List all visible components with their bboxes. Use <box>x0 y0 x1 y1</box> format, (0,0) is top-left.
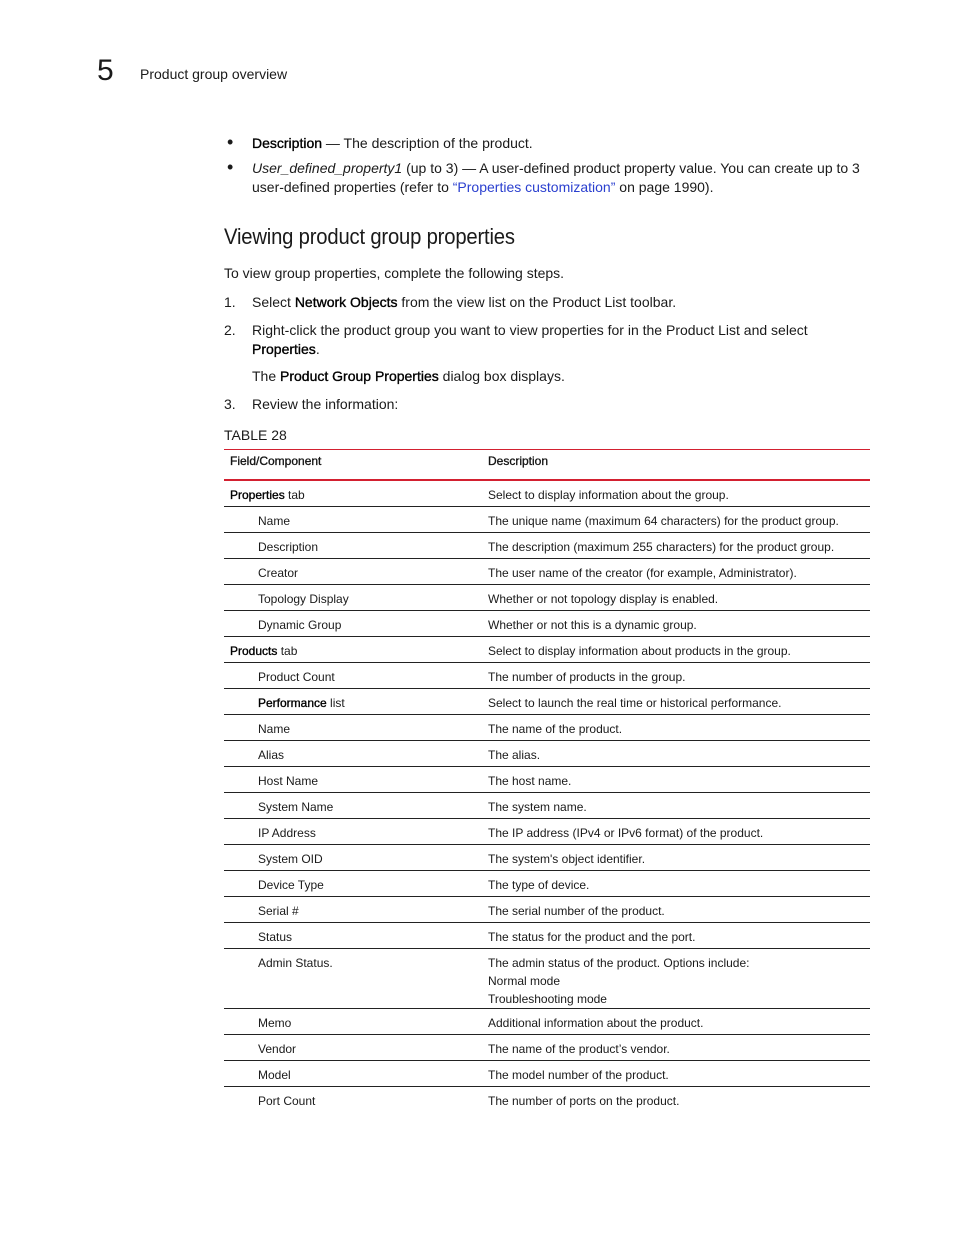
field-name: Serial # <box>258 904 299 918</box>
field-name: Properties <box>230 488 285 502</box>
bullet-text-end: on page 1990). <box>615 179 714 195</box>
field-cell <box>224 871 482 897</box>
table-row <box>224 793 870 819</box>
table-row <box>224 533 870 559</box>
table-header-field <box>224 450 482 481</box>
field-cell <box>224 819 482 845</box>
table-row <box>224 741 870 767</box>
section-intro: To view group properties, complete the following steps. <box>224 265 565 281</box>
description-text: Whether or not this is a dynamic group. <box>488 618 697 632</box>
table-header-row <box>224 450 870 481</box>
description-cell <box>482 637 870 663</box>
field-name: Topology Display <box>258 592 349 606</box>
description-cell <box>482 1009 870 1035</box>
description-text: The host name. <box>488 774 572 788</box>
bullet-text: — The description of the product. <box>322 135 533 151</box>
description-text: The number of ports on the product. <box>488 1094 680 1108</box>
step-text-pre: Right-click the product group you want to view properties for in the Product List and select <box>252 322 808 338</box>
description-cell <box>482 871 870 897</box>
table-row <box>224 923 870 949</box>
field-name: Status <box>258 930 293 944</box>
description-cell <box>482 1035 870 1061</box>
step-text: Review the information: <box>252 396 399 412</box>
field-name: Product Count <box>258 670 335 684</box>
description-text: The unique name (maximum 64 characters) for the product group. <box>488 514 839 528</box>
description-text: The name of the product’s vendor. <box>488 1042 670 1056</box>
field-name: System Name <box>258 800 334 814</box>
description-cell <box>482 1061 870 1087</box>
description-text: The number of products in the group. <box>488 670 686 684</box>
description-option: Troubleshooting mode <box>488 992 607 1006</box>
step-text-bold: Properties <box>252 341 316 357</box>
description-text: The IP address (IPv4 or IPv6 format) of the product. <box>488 826 764 840</box>
field-cell <box>224 715 482 741</box>
table-body <box>224 480 870 1112</box>
field-name: Name <box>258 722 291 736</box>
table-caption: TABLE 28 <box>224 427 287 443</box>
chapter-title: Product group overview <box>140 66 288 82</box>
field-cell <box>224 480 482 507</box>
table-row <box>224 767 870 793</box>
description-cell <box>482 1087 870 1113</box>
field-cell <box>224 923 482 949</box>
description-text: The name of the product. <box>488 722 623 736</box>
description-cell <box>482 533 870 559</box>
field-cell <box>224 1087 482 1113</box>
field-name: IP Address <box>258 826 316 840</box>
field-name: Vendor <box>258 1042 297 1056</box>
table-row <box>224 897 870 923</box>
step-text <box>252 321 862 359</box>
header-label: Description <box>488 454 549 468</box>
step-text-post: . <box>315 341 320 357</box>
field-name: Products <box>230 644 278 658</box>
description-text: The description (maximum 255 characters) for the product group. <box>488 540 835 554</box>
description-cell <box>482 793 870 819</box>
description-text: The serial number of the product. <box>488 904 665 918</box>
description-text: The system's object identifier. <box>488 852 646 866</box>
table-row <box>224 663 870 689</box>
description-text: Additional information about the product. <box>488 1016 704 1030</box>
table-row <box>224 637 870 663</box>
field-name: Device Type <box>258 878 324 892</box>
field-cell <box>224 1009 482 1035</box>
chapter-number: 5 <box>97 54 114 87</box>
field-cell <box>224 741 482 767</box>
table-row <box>224 480 870 507</box>
table-row <box>224 611 870 637</box>
note-post: dialog box displays. <box>438 368 565 384</box>
step-text-post: from the view list on the Product List toolbar. <box>397 294 677 310</box>
bullet-icon: • <box>227 157 234 177</box>
table-row <box>224 1035 870 1061</box>
bullet-term: Description <box>252 135 323 151</box>
description-cell <box>482 715 870 741</box>
bullet-icon: • <box>227 132 234 152</box>
description-cell <box>482 897 870 923</box>
header-label: Field/Component <box>230 454 322 468</box>
field-name: Name <box>258 514 291 528</box>
step-2-note <box>252 368 565 384</box>
description-cell <box>482 559 870 585</box>
note-pre: The <box>252 368 281 384</box>
field-name: Host Name <box>258 774 319 788</box>
field-name: Model <box>258 1068 291 1082</box>
field-name: Admin Status. <box>258 956 333 970</box>
table-row <box>224 715 870 741</box>
description-text: The status for the product and the port. <box>488 930 696 944</box>
field-suffix: tab <box>277 644 298 658</box>
bullet-text: (up to 3) — A user-defined product property value. You can create up to 3 user-defined properties (refer to <box>252 160 860 195</box>
description-cell <box>482 480 870 507</box>
section-title: Viewing product group properties <box>224 224 515 249</box>
field-cell <box>224 1061 482 1087</box>
description-cell <box>482 845 870 871</box>
bullet-term: User_defined_property1 <box>252 160 403 176</box>
table-header-description <box>482 450 870 481</box>
description-cell <box>482 611 870 637</box>
table-row <box>224 507 870 533</box>
step-number: 1. <box>224 294 236 310</box>
description-cell <box>482 949 870 1009</box>
field-cell <box>224 845 482 871</box>
step-text-pre: Select <box>252 294 295 310</box>
field-suffix: list <box>326 696 345 710</box>
field-cell <box>224 793 482 819</box>
bullet-list <box>227 134 867 203</box>
table-row <box>224 871 870 897</box>
field-cell <box>224 611 482 637</box>
description-text: Whether or not topology display is enabled. <box>488 592 719 606</box>
table-row <box>224 585 870 611</box>
field-cell <box>224 663 482 689</box>
description-cell <box>482 741 870 767</box>
note-bold: Product Group Properties <box>280 368 439 384</box>
table-row <box>224 1061 870 1087</box>
description-cell <box>482 689 870 715</box>
field-name: Description <box>258 540 319 554</box>
description-text: Select to display information about the group. <box>488 488 729 502</box>
field-name: Dynamic Group <box>258 618 342 632</box>
table-row <box>224 1009 870 1035</box>
field-cell <box>224 559 482 585</box>
description-text: The type of device. <box>488 878 590 892</box>
description-cell <box>482 923 870 949</box>
list-item <box>227 159 867 197</box>
table-row <box>224 845 870 871</box>
table-row <box>224 559 870 585</box>
table-row <box>224 689 870 715</box>
table-row <box>224 819 870 845</box>
field-cell <box>224 637 482 663</box>
field-cell <box>224 533 482 559</box>
field-cell <box>224 949 482 1009</box>
description-text: The admin status of the product. Options include: <box>488 956 750 970</box>
description-cell <box>482 767 870 793</box>
field-name: Memo <box>258 1016 292 1030</box>
table-row <box>224 1087 870 1113</box>
table-row <box>224 949 870 1009</box>
description-text: The model number of the product. <box>488 1068 669 1082</box>
description-cell <box>482 507 870 533</box>
description-cell <box>482 585 870 611</box>
field-cell <box>224 507 482 533</box>
description-cell <box>482 819 870 845</box>
field-cell <box>224 1035 482 1061</box>
step-number: 2. <box>224 322 236 338</box>
properties-table <box>224 449 870 1112</box>
step-text <box>252 293 862 312</box>
step-number: 3. <box>224 396 236 412</box>
field-suffix: tab <box>284 488 305 502</box>
field-name: Performance <box>258 696 327 710</box>
description-text: Select to display information about products in the group. <box>488 644 791 658</box>
field-cell <box>224 585 482 611</box>
field-name: Port Count <box>258 1094 316 1108</box>
description-text: The user name of the creator (for example, Administrator). <box>488 566 797 580</box>
list-item <box>227 134 867 153</box>
field-name: System OID <box>258 852 323 866</box>
description-text: The system name. <box>488 800 587 814</box>
field-name: Creator <box>258 566 299 580</box>
step-text-bold: Network Objects <box>294 294 398 310</box>
field-cell <box>224 767 482 793</box>
description-cell <box>482 663 870 689</box>
description-text: Select to launch the real time or historical performance. <box>488 696 782 710</box>
description-option: Normal mode <box>488 974 561 988</box>
properties-customization-link[interactable]: “Properties customization” <box>452 179 616 195</box>
field-cell <box>224 689 482 715</box>
field-name: Alias <box>258 748 285 762</box>
description-text: The alias. <box>488 748 541 762</box>
field-cell <box>224 897 482 923</box>
